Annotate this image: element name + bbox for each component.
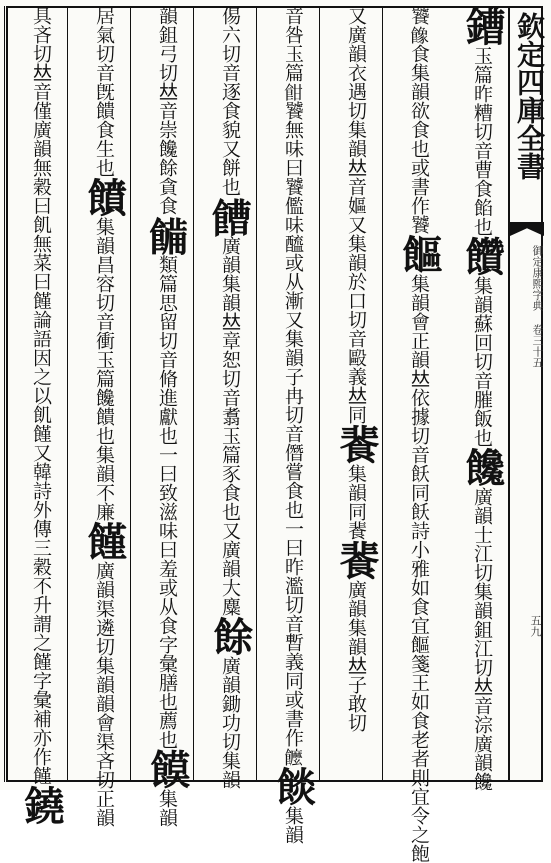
definition-text: 集韻會正韻𠀤依據切音飫同飫詩小雅如食宜饇箋王如食老者則宜令之飽 bbox=[408, 274, 430, 863]
definition-text: 廣韻鋤功切集韻 bbox=[219, 656, 241, 789]
volume-label: 卷三十五 bbox=[531, 324, 544, 368]
definition-text: 集韻 bbox=[282, 806, 304, 844]
text-column-3 bbox=[319, 6, 382, 782]
definition-text: 又廣韻衣遇切集韻𠀤音嫗又集韻於口切音毆義𠀤同 bbox=[345, 6, 367, 424]
definition-text: 廣韻渠遴切集韻韻會渠吝切正韻 bbox=[93, 561, 115, 827]
headword: 餘 bbox=[207, 616, 254, 656]
book-subtitle bbox=[510, 245, 544, 368]
definition-text: 居氣切音旣饋食生也 bbox=[93, 6, 115, 177]
text-column-1 bbox=[445, 6, 508, 791]
headword: 鐃 bbox=[18, 785, 65, 825]
definition-text: 廣韻集韻𠀤子敢切 bbox=[345, 580, 367, 732]
text-column-6 bbox=[130, 6, 193, 827]
definition-text: 集韻昌容切音衝玉篇饞饋也集韻不廉 bbox=[93, 217, 115, 521]
headword: 𩞄 bbox=[207, 196, 254, 236]
text-column-5 bbox=[193, 6, 256, 789]
headword: 餤 bbox=[270, 766, 317, 806]
text-column-7 bbox=[67, 6, 130, 827]
book-title: 欽定四庫全書 bbox=[513, 12, 546, 180]
book-subtitle-text: 御定康熙字典 bbox=[531, 245, 544, 311]
headword: 𩝳 bbox=[144, 215, 191, 255]
definition-text: 韻鉏弓切𠀤音崇饞餘貪食 bbox=[156, 6, 178, 215]
definition-text: 集韻蘇回切音膗飯也 bbox=[471, 276, 493, 447]
page-number: 五九 bbox=[529, 615, 542, 637]
headword: 饇 bbox=[396, 234, 443, 274]
definition-text: 廣韻士江切集韻鉏江切𠀤音淙廣韻饞 bbox=[471, 487, 493, 791]
definition-text: 類篇思留切音脩進獻也一曰致滋味曰羞或从食字彙膳也薦也 bbox=[156, 255, 178, 749]
headword: 饉 bbox=[81, 521, 128, 561]
definition-text: 饕𩞧食集韻欲食也或書作饕 bbox=[408, 6, 430, 234]
definition-text: 廣韻集韻𠀤章恕切音翥玉篇豕食也又廣韻大麋 bbox=[219, 236, 241, 616]
definition-text: 音咎玉篇𩚵饕無味曰饕儖味醯或从漸 bbox=[282, 6, 304, 310]
definition-text: 具吝切𠀤音僅廣韻無穀曰飢無菜曰饉論語因之以飢饉又韓詩外傳三穀不升謂之饉字彙補亦作饉 bbox=[30, 6, 52, 785]
definition-text: 㑥六切音逐食貌又餅也 bbox=[219, 6, 241, 196]
headword: 饡 bbox=[459, 236, 506, 276]
headword: 饞 bbox=[459, 447, 506, 487]
definition-text: 又集韻子冉切音僭嘗食也一曰昨濫切音暫義同或書作𩟠 bbox=[282, 310, 304, 766]
definition-text: 集韻同餥 bbox=[345, 464, 367, 540]
headword: 餥 bbox=[333, 424, 380, 464]
text-column-8 bbox=[4, 6, 67, 825]
definition-text: 集韻 bbox=[156, 789, 178, 827]
text-column-4 bbox=[256, 6, 319, 844]
definition-text: 玉篇昨糟切音曹食餡也 bbox=[471, 46, 493, 236]
headword: 鏪 bbox=[459, 6, 506, 46]
headword: 餥 bbox=[333, 540, 380, 580]
headword: 饙 bbox=[81, 177, 128, 217]
text-column-2 bbox=[382, 6, 445, 863]
headword: 饃 bbox=[144, 749, 191, 789]
